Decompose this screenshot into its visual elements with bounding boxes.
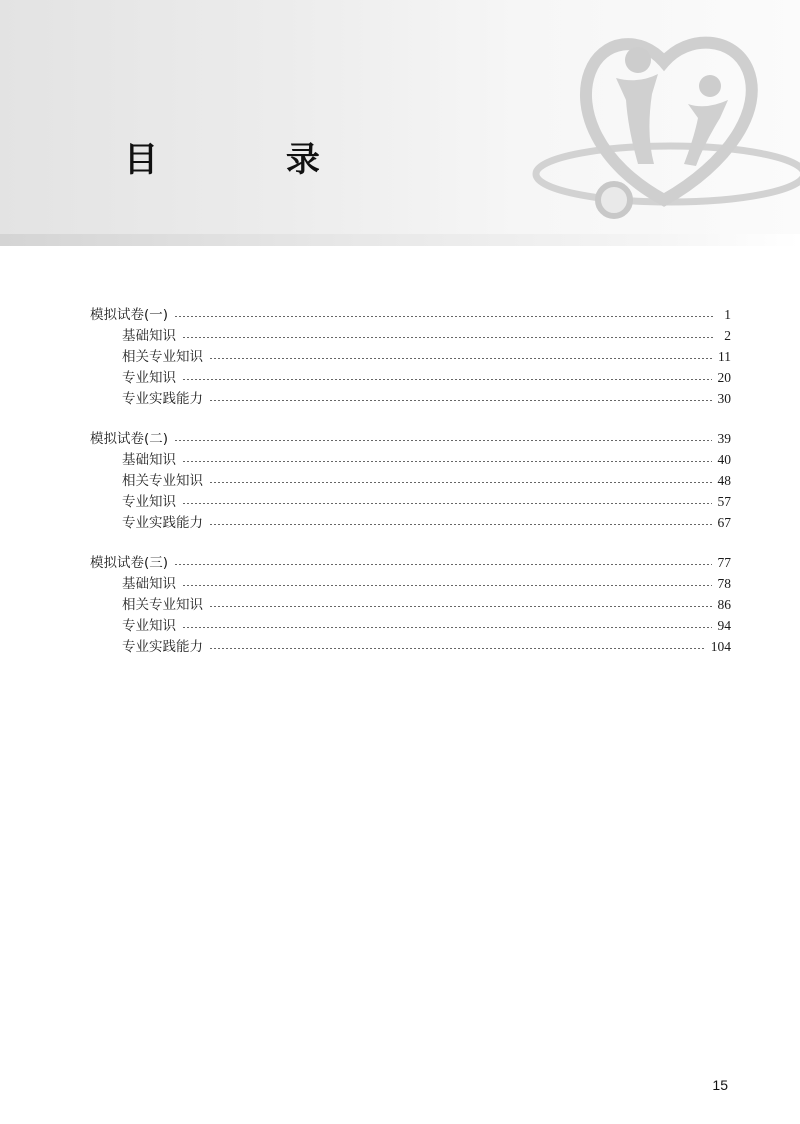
dot-leader: [182, 379, 712, 380]
toc-subentry-page: 11: [718, 349, 731, 364]
toc-subentry-page: 40: [717, 452, 731, 467]
toc-subentry-title: 专业实践能力: [122, 391, 203, 407]
toc-subentry-page: 86: [717, 597, 731, 612]
dot-leader: [209, 482, 712, 483]
page-number: 15: [712, 1077, 728, 1093]
toc-subentry-title: 相关专业知识: [122, 473, 203, 489]
page-title: 目 录: [124, 140, 378, 180]
toc-subentry-page: 67: [717, 515, 731, 530]
dot-leader: [182, 461, 712, 462]
toc-entry[interactable]: [90, 304, 731, 325]
toc-subentry-page: 57: [717, 494, 731, 509]
toc-subentry[interactable]: [90, 594, 731, 615]
toc-entry-page: 77: [717, 555, 731, 570]
toc-entry-title: 模拟试卷(三): [90, 555, 169, 571]
toc-subentry[interactable]: [90, 325, 731, 346]
toc-subentry-title: 基础知识: [122, 576, 176, 592]
dot-leader: [209, 606, 712, 607]
toc-subentry[interactable]: [90, 573, 731, 594]
dot-leader: [182, 337, 713, 338]
toc-section: [90, 304, 731, 409]
table-of-contents: [90, 304, 731, 676]
toc-subentry-title: 相关专业知识: [122, 349, 203, 365]
toc-subentry-title: 专业实践能力: [122, 639, 203, 655]
dot-leader: [209, 400, 712, 401]
toc-subentry-title: 专业实践能力: [122, 515, 203, 531]
toc-entry-title: 模拟试卷(二): [90, 431, 169, 447]
toc-subentry[interactable]: [90, 388, 731, 409]
dot-leader: [182, 503, 712, 504]
dot-leader: [174, 564, 711, 565]
toc-entry-title: 模拟试卷(一): [90, 307, 169, 323]
dot-leader: [174, 440, 711, 441]
toc-subentry-page: 94: [717, 618, 731, 633]
header-divider: [0, 234, 800, 246]
toc-subentry-title: 专业知识: [122, 494, 176, 510]
toc-subentry[interactable]: [90, 636, 731, 657]
toc-subentry-page: 30: [717, 391, 731, 406]
dot-leader: [182, 627, 712, 628]
toc-subentry-page: 48: [717, 473, 731, 488]
toc-subentry[interactable]: [90, 346, 731, 367]
toc-subentry-page: 20: [717, 370, 731, 385]
dot-leader: [209, 524, 712, 525]
family-heart-stethoscope-logo: [528, 14, 800, 228]
dot-leader: [174, 316, 713, 317]
toc-subentry[interactable]: [90, 367, 731, 388]
toc-entry-page: 1: [724, 307, 731, 322]
dot-leader: [209, 648, 705, 649]
toc-subentry[interactable]: [90, 470, 731, 491]
toc-subentry-page: 78: [717, 576, 731, 591]
toc-subentry-title: 基础知识: [122, 452, 176, 468]
toc-subentry-title: 相关专业知识: [122, 597, 203, 613]
toc-subentry-title: 基础知识: [122, 328, 176, 344]
toc-subentry[interactable]: [90, 512, 731, 533]
toc-subentry[interactable]: [90, 615, 731, 636]
dot-leader: [209, 358, 712, 359]
toc-subentry-page: 104: [710, 639, 731, 654]
toc-subentry[interactable]: [90, 491, 731, 512]
dot-leader: [182, 585, 712, 586]
toc-entry[interactable]: [90, 428, 731, 449]
toc-entry-page: 39: [717, 431, 731, 446]
toc-subentry-page: 2: [724, 328, 731, 343]
toc-subentry-title: 专业知识: [122, 370, 176, 386]
toc-subentry[interactable]: [90, 449, 731, 470]
toc-subentry-title: 专业知识: [122, 618, 176, 634]
toc-entry[interactable]: [90, 552, 731, 573]
toc-section: [90, 552, 731, 657]
toc-section: [90, 428, 731, 533]
